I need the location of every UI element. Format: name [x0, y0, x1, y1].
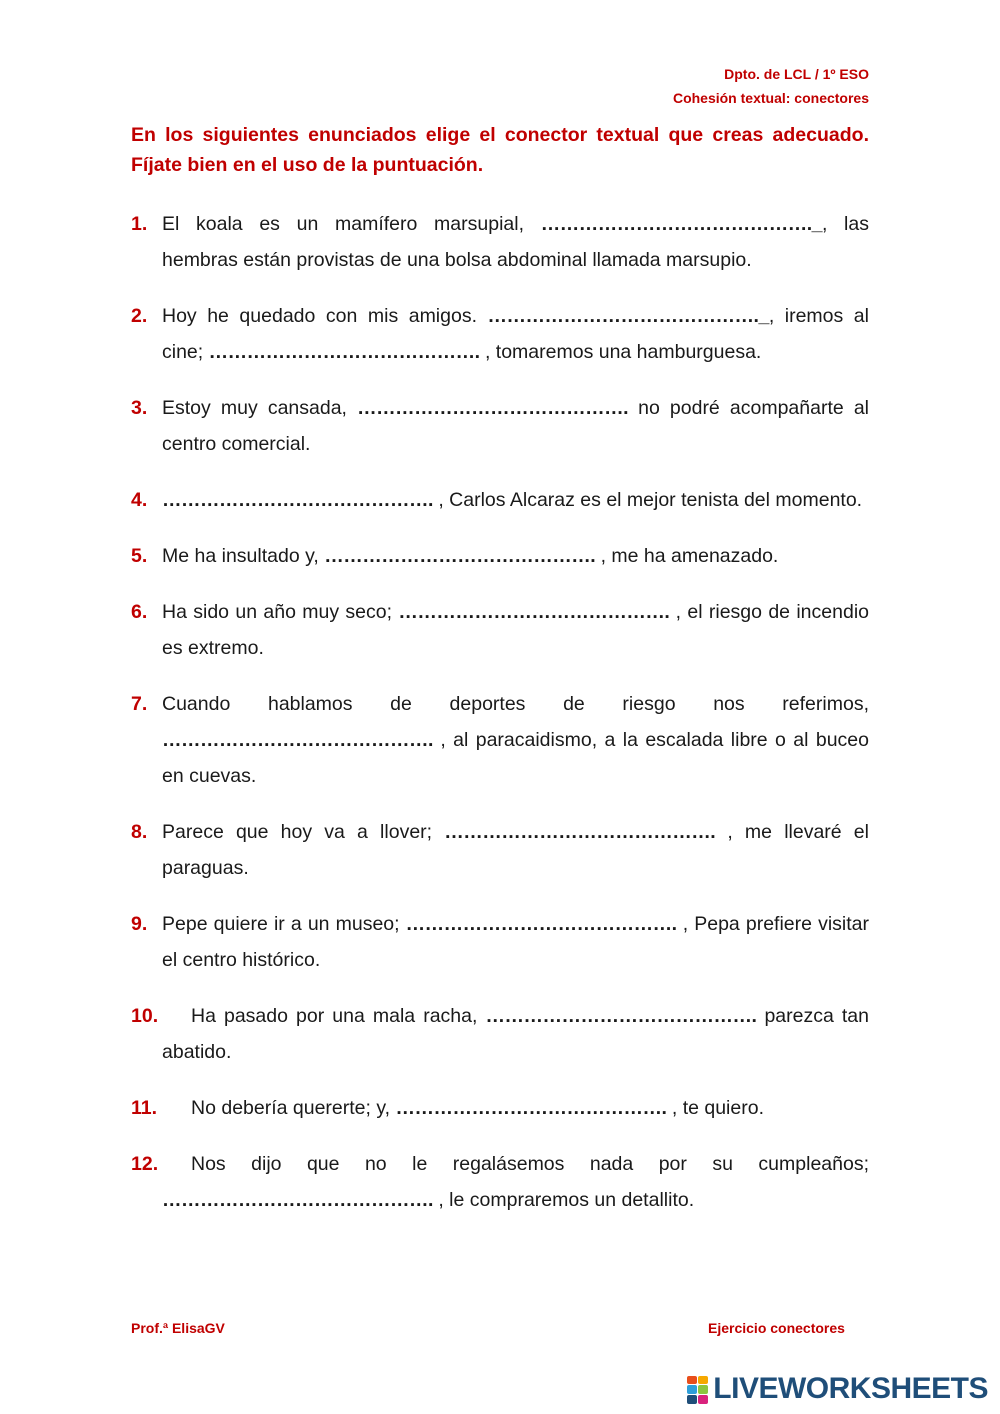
item-number: 5. — [131, 545, 148, 567]
sentence-part: , iremos al cine; — [162, 305, 869, 363]
item-text — [162, 998, 869, 1070]
item-text — [162, 206, 869, 278]
item-text — [162, 390, 869, 462]
blank-field[interactable]: ……………………………………. — [398, 601, 670, 623]
exercise-item — [131, 998, 869, 1070]
liveworksheets-logo-icon — [687, 1376, 707, 1402]
sentence-part: , Carlos Alcaraz es el mejor tenista del momento. — [432, 489, 863, 511]
exercise-item — [131, 298, 869, 370]
item-number: 3. — [131, 397, 148, 419]
blank-field[interactable]: ……………………………………. — [405, 913, 677, 935]
document-header — [673, 62, 869, 110]
sentence-part: , me llevaré el paraguas. — [162, 821, 869, 879]
instructions-text: En los siguientes enunciados elige el conector textual que creas adecuado. Fíjate bien en el uso de la puntuación. — [131, 124, 869, 176]
item-number: 6. — [131, 601, 148, 623]
exercise-item — [131, 906, 869, 978]
blank-field[interactable]: ……………………………………. — [324, 545, 596, 567]
exercise-item — [131, 1090, 869, 1126]
exercise-item — [131, 594, 869, 666]
sentence-part: , el riesgo de incendio es extremo. — [162, 601, 869, 659]
exercise-item — [131, 482, 869, 518]
sentence-part: Pepe quiere ir a un museo; — [162, 913, 406, 935]
item-text — [162, 814, 869, 886]
exercise-item — [131, 390, 869, 462]
item-text — [162, 1090, 869, 1126]
sentence-part: Nos dijo que no le regalásemos nada por su cumpleaños; — [191, 1153, 869, 1175]
blank-field[interactable]: ……………………………………. — [395, 1097, 667, 1119]
blank-field[interactable]: ……………………………………. — [162, 1189, 433, 1211]
sentence-part: , te quiero. — [666, 1097, 764, 1119]
item-number: 9. — [131, 913, 148, 935]
item-text — [162, 686, 869, 794]
item-text — [162, 594, 869, 666]
item-number: 4. — [131, 489, 148, 511]
exercise-list — [131, 206, 869, 1238]
sentence-part: parezca tan abatido. — [162, 1005, 869, 1063]
item-text — [162, 906, 869, 978]
sentence-part: El koala es un mamífero marsupial, — [162, 213, 541, 235]
blank-field[interactable]: ……………………………………. — [485, 1005, 757, 1027]
item-number: 8. — [131, 821, 148, 843]
blank-field[interactable]: ……………………………………._ — [487, 305, 769, 327]
sentence-part: , tomaremos una hamburguesa. — [479, 341, 762, 363]
liveworksheets-brand[interactable] — [687, 1372, 988, 1406]
department-label: Dpto. de LCL / 1º ESO — [724, 66, 869, 82]
exercise-item — [131, 206, 869, 278]
sentence-part: Ha pasado por una mala racha, — [191, 1005, 486, 1027]
sentence-part: Cuando hablamos de deportes de riesgo nos referimos, — [162, 693, 869, 715]
author-footer: Prof.ª ElisaGV — [131, 1320, 225, 1336]
item-number: 1. — [131, 213, 148, 235]
sentence-part: Me ha insultado y, — [162, 545, 325, 567]
item-text — [162, 538, 869, 574]
item-number: 10. — [131, 1005, 159, 1027]
item-number: 2. — [131, 305, 148, 327]
exercise-item — [131, 686, 869, 794]
sentence-part: , Pepa prefiere visitar el centro histórico. — [162, 913, 869, 971]
blank-field[interactable]: ……………………………………. — [444, 821, 716, 843]
exercise-item — [131, 814, 869, 886]
blank-field[interactable]: ……………………………………. — [162, 489, 433, 511]
exercise-item — [131, 538, 869, 574]
blank-field[interactable]: ……………………………………. — [357, 397, 628, 419]
item-text — [162, 1146, 869, 1218]
sentence-part: , al paracaidismo, a la escalada libre o al buceo en cuevas. — [162, 729, 869, 787]
item-text — [162, 482, 869, 518]
exercise-item — [131, 1146, 869, 1218]
item-number: 11. — [131, 1097, 158, 1119]
sentence-part: , le compraremos un detallito. — [432, 1189, 695, 1211]
item-text — [162, 298, 869, 370]
sentence-part: no podré acompañarte al centro comercial. — [162, 397, 869, 455]
sentence-part: Ha sido un año muy seco; — [162, 601, 399, 623]
title-footer: Ejercicio conectores — [708, 1320, 845, 1336]
sentence-part: No debería quererte; y, — [191, 1097, 396, 1119]
sentence-part: Estoy muy cansada, — [162, 397, 358, 419]
item-number: 7. — [131, 693, 148, 715]
sentence-part: , las hembras están provistas de una bolsa abdominal llamada marsupio. — [162, 213, 869, 271]
sentence-part: , me ha amenazado. — [595, 545, 779, 567]
blank-field[interactable]: ……………………………………._ — [540, 213, 822, 235]
item-number: 12. — [131, 1153, 159, 1175]
topic-label: Cohesión textual: conectores — [672, 90, 869, 106]
brand-name: LIVEWORKSHEETS — [713, 1372, 988, 1405]
blank-field[interactable]: ……………………………………. — [208, 341, 480, 363]
blank-field[interactable]: ……………………………………. — [162, 729, 433, 751]
sentence-part: Hoy he quedado con mis amigos. — [162, 305, 488, 327]
sentence-part: Parece que hoy va a llover; — [162, 821, 445, 843]
